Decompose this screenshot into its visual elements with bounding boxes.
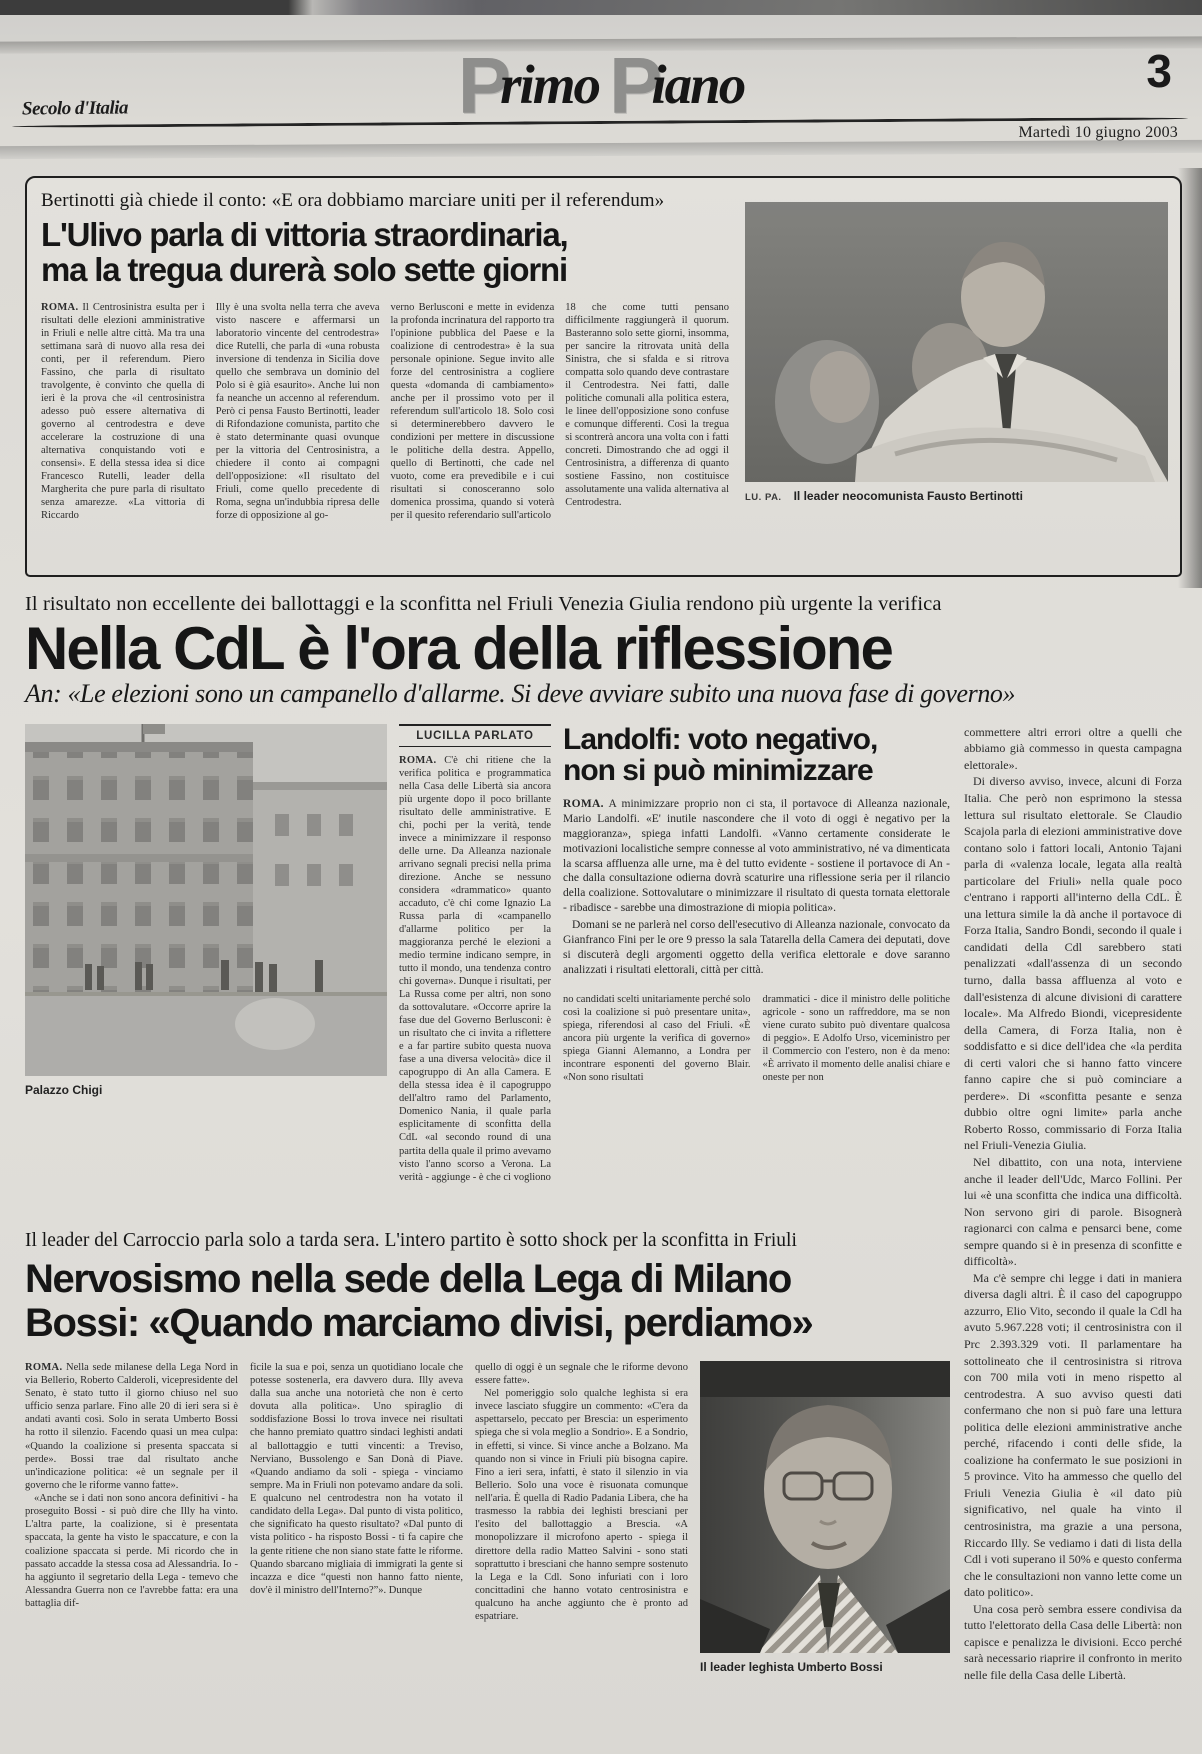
palazzo-chigi-photo	[25, 724, 387, 1076]
lega-content-row	[25, 1361, 950, 1674]
lead-story-kicker: Bertinotti già chiede il conto: «E ora dobbiamo marciare uniti per il referendum»	[41, 190, 665, 211]
paragraph: ROMA. A minimizzare proprio non ci sta, il portavoce di Alleanza nazionale, Mario Landolfi. «E' inutile nascondere che il voto di oggi è negativo per la maggioranza», spiega infatti Landolfi. «Vanno certamente considerate le motivazioni localistiche sempre connesse al voto amministrativo, né va dimenticata la scarsa affluenza alle urne, ma è del tutto evidente - sostiene il portavoce di An - che dalla consultazione odierna dovrà scaturire una riflessione seria per il rilancio della coalizione. Sottovalutare o minimizzare il risultato di questa tornata elettorale - ribadisce - sarebbe una dimostrazione di miopia politica».	[563, 797, 950, 915]
lower-page-wrap	[25, 724, 1182, 1684]
photo-caption: Il leader neocomunista Fausto Bertinotti	[793, 489, 1023, 503]
bertinotti-photo	[745, 202, 1168, 482]
body-column	[399, 754, 551, 1184]
logo-word-rimo: rimo	[500, 54, 600, 115]
photo-caption: Il leader leghista Umberto Bossi	[700, 1659, 883, 1674]
cdl-headline: Nella CdL è l'ora della riflessione	[25, 614, 892, 682]
photo-caption: Palazzo Chigi	[25, 1082, 103, 1097]
paragraph: drammatici - dice il ministro delle politiche agricole - sono un raffreddore, ma se non viene curato subito può diventare qualcosa di peggio». E Adolfo Urso, viceministro per il Commercio con l'estero, non è da meno: «È arrivato il momento delle analisi chiare e oneste per non	[762, 994, 950, 1084]
landolfi-headline-line1: Landolfi: voto negativo,	[563, 723, 878, 756]
cdl-subhead: An: «Le elezioni sono un campanello d'allarme. Si deve avviare subito una nuova fase di governo»	[25, 678, 1016, 708]
body-column	[565, 301, 729, 563]
page-number: 3	[1146, 45, 1172, 97]
body-column	[563, 993, 751, 1212]
bossi-photo	[700, 1361, 950, 1653]
lead-story-headline	[41, 217, 729, 288]
right-rail-column	[964, 724, 1182, 1684]
paragraph: «Anche se i dati non sono ancora definitivi - ha proseguito Bossi - si può dire che Illy ha vinto. L'altra parte, la coalizione, si è presentata spaccata, la gente ha visto le spaccature, e con la coalizione spaccata si perde. Mi ricordo che in passato accadde la stessa cosa ad Alessandria. Io - ha aggiunto il segretario della Lega - temevo che Alessandra Guerra non ce l'avrebbe fatta: era una battaglia dif-	[25, 1493, 238, 1610]
paragraph: ROMA. Nella sede milanese della Lega Nord in via Bellerio, Roberto Calderoli, vicepresidente del Senato, è stato tutto il giorno chiuso nel suo ufficio senza parlare. Fino alle 20 di ieri sera si è andati avanti così. Solo in serata Umberto Bossi ha rotto il silenzio. Facendo quasi un mea culpa: «Quando la coalizione si presenta spaccata si perde». Bossi trae dal risultato anche un'indicazione politica: «è un segnale per il governo che le riforme vanno fatte».	[25, 1361, 238, 1491]
lead-story-headline-line1: L'Ulivo parla di vittoria straordinaria,	[41, 216, 568, 253]
lead-story-text-block	[41, 188, 729, 563]
edition-date: Martedì 10 giugno 2003	[1018, 124, 1178, 141]
cdl-first-column	[399, 724, 551, 1212]
body-column	[391, 301, 555, 563]
cdl-kicker: Il risultato non eccellente dei ballottaggi e la sconfitta nel Friuli Venezia Giulia rendono più urgente la verifica	[25, 592, 942, 615]
lead-story-columns	[41, 301, 729, 563]
lega-headline-line2: Bossi: «Quando marciamo divisi, perdiamo»	[25, 1300, 813, 1345]
lega-photo-block	[700, 1361, 950, 1674]
lega-caption-row	[700, 1660, 950, 1674]
logo-initial-p1: P	[457, 41, 509, 130]
cdl-caption-row	[25, 1083, 387, 1097]
landolfi-headline	[563, 724, 950, 787]
paragraph: 18 che come tutti pensano difficilmente raggiungerà il quorum. Basteranno solo sette giorni, insomma, per sancire la ritrovata unità della Sinistra, che si sfalda e si ritrova compatta solo quando deve contrastare il Centrodestra. Nei fatti, dalle politiche comunali alla politica estera, le linee dell'opposizione sono confuse e comunque differenti. Così la tregua si scontrerà ancora una volta con i fatti concreti. Dimostrando che ad oggi il Centrosinistra, a differenza di quanto sostiene Fassino, non costituisce assolutamente una valida alternativa al Centrodestra.	[565, 301, 729, 508]
paragraph: Ma c'è sempre chi legge i dati in maniera diversa dagli altri. È il caso del capogruppo azzurro, Elio Vito, secondo il quale la Cdl ha avuto 5.967.228 voti; il centrosinistra con il Prc 2.393.329 voti. Il parlamentare ha sottolineato che il centrosinistra si ritrova con 700 mila voti in meno rispetto al centrodestra. A suo avviso questi dati confermano che non si può fare una lettura politica delle elezioni amministrative anche perché, rifacendo i conti delle sfide, la coalizione ha confermato le sue posizioni in 5 province. Vito ha ammesso che quello del Friuli Venezia Giulia è «il dato più significativo, nel quale ha vinto il centrosinistra, ma grazie a una persona, Riccardo Illy. Se vediamo i dati di lista della Cdl i voti superano il 50% e questo conferma che le consultazioni non vanno lette come un dato politico».	[964, 1270, 1182, 1600]
byline: LUCILLA PARLATO	[399, 724, 551, 747]
lega-kicker: Il leader del Carroccio parla solo a tarda sera. L'intero partito è sotto shock per la sconfitta in Friuli	[25, 1229, 797, 1251]
paragraph: Una cosa però sembra essere condivisa da tutto l'elettorato della Casa delle Libertà: non capisce e penalizza le divisioni. Ecco perché sarà necessario riaprire il confronto in merito nelle file della Casa delle Libertà.	[964, 1601, 1182, 1682]
paragraph: Di diverso avviso, invece, alcuni di Forza Italia. Che però non esprimono la stessa lettura sul risultato elettorale. Se Claudio Scajola parla di elezioni amministrative dove contano solo i fattori locali, Antonio Tajani parla di «valenza locale, legata alla realtà particolare del Friuli» nella quale poco c'entrano i rapporti all'interno della CdL. È una lettura simile la dà anche il portavoce di Forza Italia, Sandro Bondi, secondo il quale i candidati della Cdl sarebbero stati penalizzati «dall'assenza di un secondo turno, dalla bassa affluenza al voto e dall'esistenza di alcune divisioni di carattere locale». Ma Alfredo Biondi, vicepresidente della Camera, di Forza Italia, non è soddisfatto e si dice dell'idea che «la perdita di certi valori che si hanno fatto vincere fanno capire che si può cominciare a perdere». Di «sconfitta pesante e senza dubbio oltre ogni limite» parla anche Roberto Rosso, commissario di Forza Italia nel Friuli-Venezia Giulia.	[964, 774, 1182, 1153]
paragraph: Domani se ne parlerà nel corso dell'esecutivo di Alleanza nazionale, convocato da Gianfranco Fini per le ore 9 presso la sala Tatarella della Camera dei deputati, dove si discuterà degli argomenti oggetto della verifica elettorale e dove saranno analizzati i risultati elettorali, città per città.	[563, 919, 950, 977]
paragraph: quello di oggi è un segnale che le riforme devono essere fatte».	[475, 1361, 688, 1386]
lega-article	[25, 1230, 950, 1674]
lead-story-headline-line2: ma la tregua durerà solo sette giorni	[41, 251, 567, 289]
paragraph: Illy è una svolta nella terra che aveva visto nascere e affermarsi un laboratorio vincente del centrodestra» dice Rutelli, che parla di «una robusta inversione di tendenza in Sicilia dove quello che sembrava un dominio del Polo si è già esaurito». Anche lui non fa neanche un accenno al referendum. Però ci pensa Fausto Bertinotti, leader di Rifondazione comunista, partito che è stato determinante quasi ovunque per la vittoria del Centrosinistra, a chiedere il conto ai compagni dell'opposizione: «Il risultato del Friuli, come quello precedente di Roma, segna un'indubbia ripresa delle forze di opposizione al go-	[215, 301, 380, 521]
paragraph: verno Berlusconi e mette in evidenza la profonda incrinatura del rapporto tra l'opinione pubblica del Paese e la coalizione di centrodestra» è la sua personale opinione. Segue invito alle forze del centrosinistra a cogliere questa «domanda di cambiamento» anche per il prossimo voto per il referendum sull'articolo 18. Solo così si determinerebbero davvero le condizioni per mettere in discussione le politiche della destra. Appello, quello di Bertinotti, che cade nel vuoto, come era prevedibile e i cui risultati si conosceranno solo domenica prossima, quando si voterà per il quesito referendario sull'articolo	[390, 301, 555, 521]
paragraph: no candidati scelti unitariamente perché solo così la coalizione si può presentare unita», spiega, riferendosi al caso del Friuli. «È ancora più urgente la verifica di governo» spiega Gianni Alemanno, a Londra per incontrare esponenti del governo Blair. «Non sono risultati	[563, 994, 751, 1084]
lower-main-column	[25, 724, 950, 1684]
body-column	[25, 1361, 238, 1674]
section-logo-primo-piano	[0, 41, 1202, 130]
cdl-photo-block	[25, 724, 387, 1212]
landolfi-box	[563, 724, 950, 980]
paragraph: ROMA. C'è chi ritiene che la verifica politica e programmatica nella Casa delle Libertà sia ancora più urgente dopo il poco brillante risultato delle amministrative. E chi, pochi per la verità, tende invece a minimizzare il responso delle urne. Da Alleanza nazionale arrivano segnali precisi nella prima direzione. Anche se nessuno considera «drammatico» quanto accaduto, c'è chi come Ignazio La Russa parla di «campanello d'allarme politico per la maggioranza perché le elezioni a medio termine indicano sempre, in tutto il mondo, una tendenza contro chi governa». Dunque i risultati, per La Russa come per altri, non sono da sottovalutare. «Occorre aprire la fase due del Governo Berlusconi: è un risultato che ci invita a riflettere e a far partire subito questa nuova fase a una diversa velocità» dice il capogruppo di An alla Camera. E della stessa idea è il capogruppo dell'altro ramo del Parlamento, Domenico Nania, il quale parla esplicitamente di sconfitta della CdL «al secondo round di una partita della quale il primo avevamo visto l'anno scorso a Verona. La verità - aggiunge - è che ci vogliono	[399, 755, 551, 1183]
landolfi-headline-line2: non si può minimizzare	[563, 754, 873, 788]
body-column	[475, 1361, 688, 1674]
body-column	[41, 301, 205, 563]
logo-initial-p2: P	[609, 41, 660, 130]
body-column	[216, 301, 380, 563]
cdl-content-row	[25, 724, 950, 1212]
lega-headline-line1: Nervosismo nella sede della Lega di Milano	[25, 1256, 791, 1301]
logo-word-iano: iano	[651, 54, 745, 115]
paragraph: Nel pomeriggio solo qualche leghista si era invece lasciato sfuggire un commento: «C'era da aspettarselo, peccato per Brescia: un esperimento spiega che si vola meglio a Sondrio». E a Sondrio, in effetti, si vince. Si vince anche a Bolzano. Ma quando non si vince in Friuli più bisogna capire. Fino a ieri sera, infatti, è stato il silenzio in via Bellerio. Solo una voce è risuonata comunque nell'aria. È quella di Radio Padania Libera, che ha trasmesso la rabbia dei leghisti bresciani per l'esito del ballottaggio a Brescia. «A monopolizzare il microfono aperto - spiega il direttore della radio Matteo Salvini - sono stati soprattutto i bresciani che hanno sempre sostenuto la Lega e la Cdl. Sono infuriati con i loro concittadini che hanno votato centrosinistra e qualcuno ha anche aggiunto che è pronto ad espatriare.	[475, 1388, 688, 1623]
paragraph: ficile la sua e poi, senza un quotidiano locale che potesse sostenerla, era davvero dura. Illy aveva dalla sua anche una notorietà che non è certo dovuta alla politica». Uno spiraglio di soddisfazione Bossi lo trova invece nei risultati che hanno premiato quattro sindaci leghisti andati al ballottaggio e tutti vincenti: a Treviso, Nerviano, Bussolengo e San Donà di Piave. «Quando andiamo da soli - spiega - vinciamo sempre. Ma in Friuli non potevamo andare da soli. E qualcuno nel centrodestra non ha votato il candidato della Lega». Dal punto di vista politico, che significato ha questo risultato? «Dal punto di vista politico - ha risposto Bossi - ti fa capire che la gente ritiene che non siano state fatte le riforme. Quando sbarcano migliaia di immigrati la gente si incazza e dice “questi non hanno fatto niente, dov'è il ministro dell'Interno?”». Dunque	[250, 1361, 463, 1596]
landolfi-body	[563, 797, 950, 978]
photo-credit: LU. PA.	[745, 492, 782, 503]
lega-headline	[25, 1257, 950, 1345]
paragraph: ROMA. Il Centrosinistra esulta per i risultati delle elezioni amministrative in Friuli e nelle altre città. Ma tra una settimana sarà di nuovo alla resa dei conti, per il referendum. Piero Fassino, che parla di risultato travolgente, è convinto che quella di ieri è la prova che «il centrosinistra adesso può essere alternativa di governo al centrodestra e deve accelerare la costruzione di una alternativa conquistando voti e consensi». E della stessa idea si dice Francesco Rutelli, leader della Margherita che pure parla di risultato senza amarezze. «La vittoria di Riccardo	[41, 301, 205, 521]
page-header	[0, 0, 1202, 170]
lead-story-caption-row	[745, 489, 1168, 503]
cdl-center-stack	[563, 724, 950, 1212]
cdl-continuation-columns	[563, 993, 950, 1212]
paragraph: commettere altri errori oltre a quelli che abbiamo già commesso in questa campagna elettorale».	[964, 724, 1182, 772]
lead-story-photo-block	[745, 188, 1168, 563]
body-column	[250, 1361, 463, 1674]
body-column	[763, 993, 951, 1212]
paragraph: Nel dibattito, con una nota, interviene anche il leader dell'Udc, Marco Follini. Per lui «è una sconfitta che indica una difficoltà. Non servono giri di parole. Bisognerà ragionarci con calma e pensarci bene, come sempre quando si è in presenza di sconfitte e difficoltà».	[964, 1155, 1182, 1269]
masthead: Secolo d'Italia	[21, 97, 129, 120]
lead-story-box	[25, 176, 1182, 577]
